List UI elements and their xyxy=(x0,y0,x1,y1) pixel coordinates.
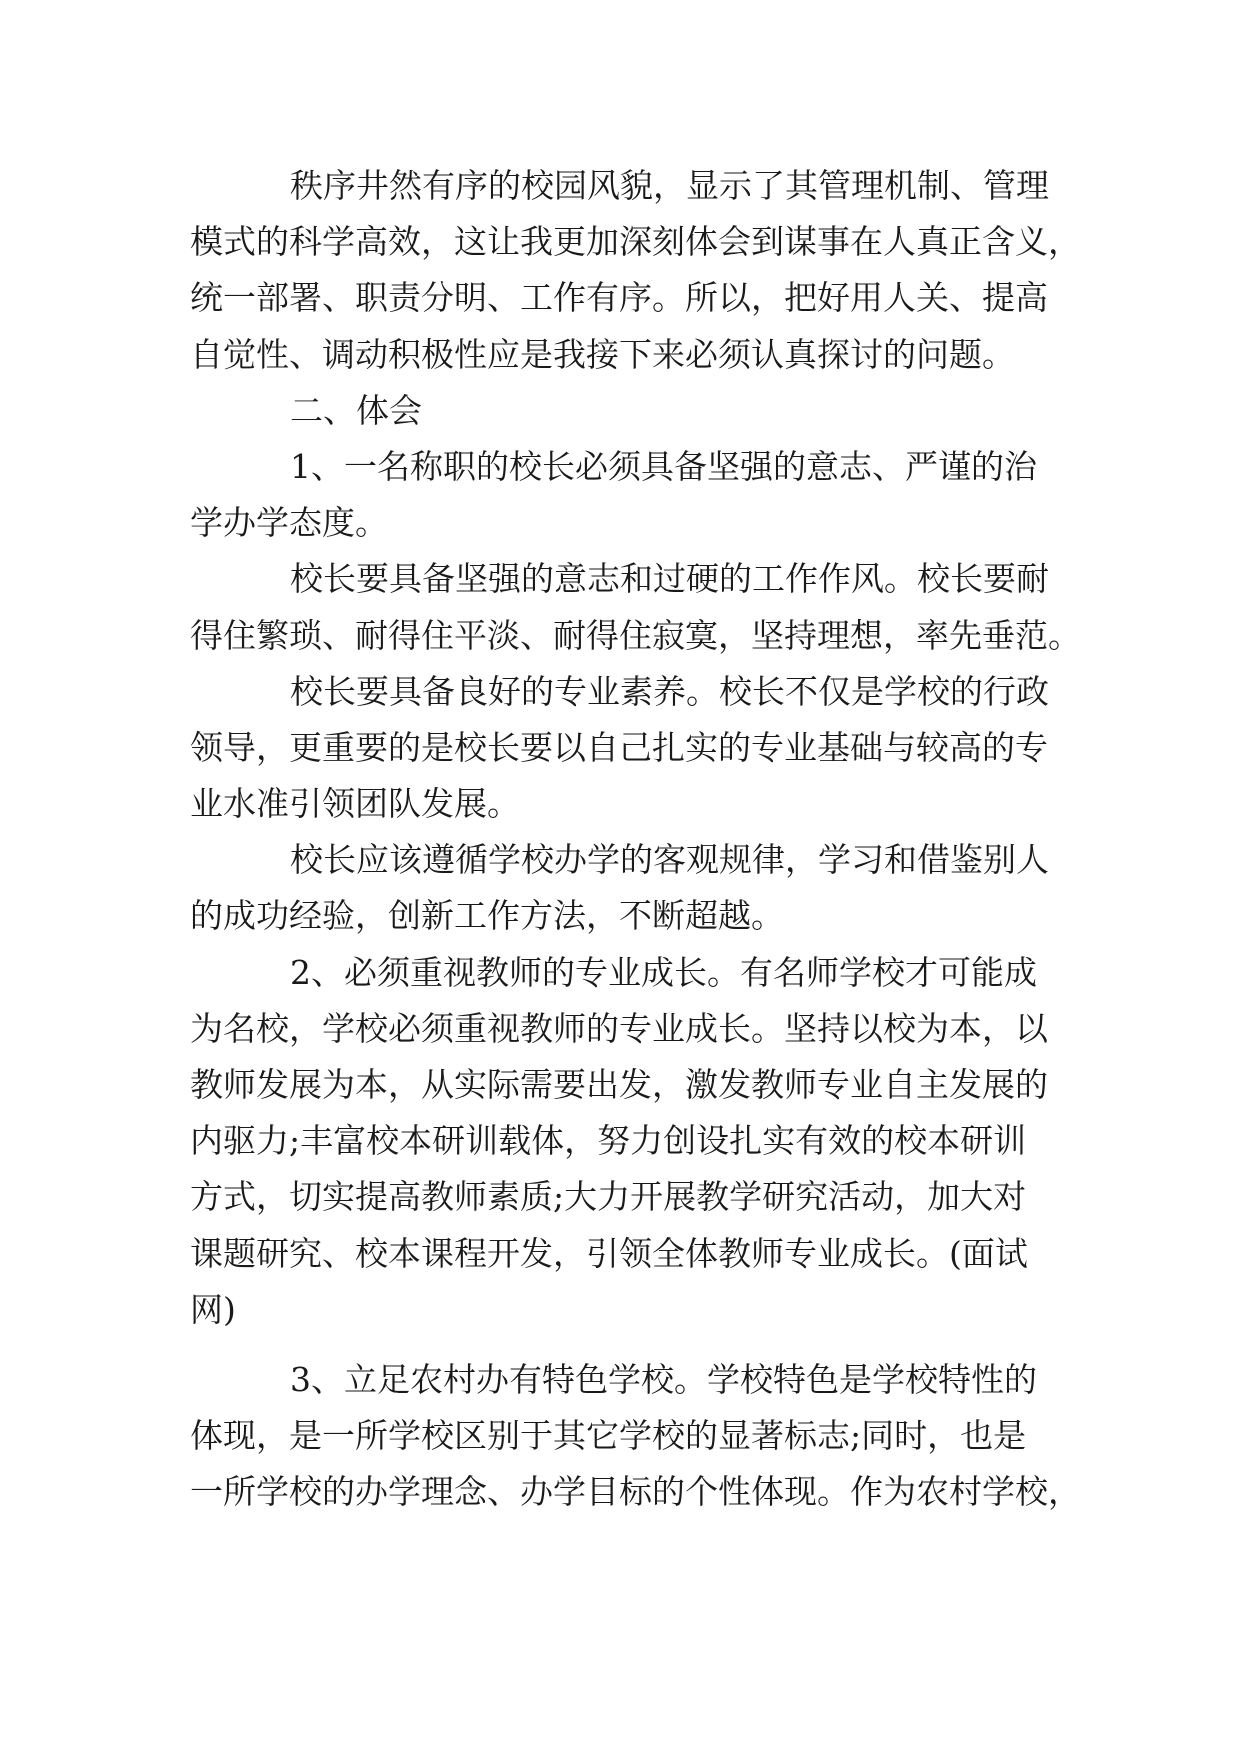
text-line: 课题研究、校本课程开发，引领全体教师专业成长。(面试 xyxy=(190,1233,1028,1273)
heading-line: 二、体会 xyxy=(290,390,422,430)
paragraph-professional-quality xyxy=(190,664,1050,833)
text-line: 网) xyxy=(190,1289,236,1329)
text-line: 学办学态度。 xyxy=(190,503,388,543)
text-line: 自觉性、调动积极性应是我接下来必须认真探讨的问题。 xyxy=(190,334,1015,374)
text-line: 方式，切实提高教师素质;大力开展教学研究活动，加大对 xyxy=(190,1177,1027,1217)
text-line: 一所学校的办学理念、办学目标的个性体现。作为农村学校， xyxy=(190,1472,1081,1512)
text-line: 的成功经验，创新工作方法，不断超越。 xyxy=(190,896,784,936)
text-line: 校长要具备良好的专业素养。校长不仅是学校的行政 xyxy=(290,671,1049,711)
text-line: 校长要具备坚强的意志和过硬的工作作风。校长要耐 xyxy=(290,559,1049,599)
paragraph-strong-will xyxy=(190,551,1081,663)
paragraph-spacer xyxy=(190,1338,1050,1352)
text-line: 3、立足农村办有特色学校。学校特色是学校特性的 xyxy=(290,1359,1037,1399)
text-line: 为名校，学校必须重视教师的专业成长。坚持以校为本，以 xyxy=(190,1008,1048,1048)
paragraph-objective-laws xyxy=(190,832,1050,944)
text-line: 领导，更重要的是校长要以自己扎实的专业基础与较高的专 xyxy=(190,727,1048,767)
text-line: 得住繁琐、耐得住平淡、耐得住寂寞，坚持理想，率先垂范。 xyxy=(190,615,1081,655)
text-line: 2、必须重视教师的专业成长。有名师学校才可能成 xyxy=(290,952,1037,992)
section-heading-insights xyxy=(190,383,1050,439)
paragraph-point-1 xyxy=(190,439,1050,551)
text-line: 业水准引领团队发展。 xyxy=(190,784,520,824)
text-line: 统一部署、职责分明、工作有序。所以，把好用人关、提高 xyxy=(190,278,1048,318)
text-line: 模式的科学高效，这让我更加深刻体会到谋事在人真正含义， xyxy=(190,222,1081,262)
text-line: 体现，是一所学校区别于其它学校的显著标志;同时，也是 xyxy=(190,1416,1027,1456)
text-line: 内驱力;丰富校本研训载体，努力创设扎实有效的校本研训 xyxy=(190,1121,1027,1161)
text-line: 秩序井然有序的校园风貌，显示了其管理机制、管理 xyxy=(290,166,1049,205)
text-line: 1、一名称职的校长必须具备坚强的意志、严谨的治 xyxy=(290,446,1037,486)
paragraph-point-2 xyxy=(190,945,1050,1338)
text-line: 校长应该遵循学校办学的客观规律，学习和借鉴别人 xyxy=(290,840,1049,880)
paragraph-campus-order xyxy=(190,158,1081,383)
text-line: 教师发展为本，从实际需要出发，激发教师专业自主发展的 xyxy=(190,1065,1048,1104)
document-body xyxy=(190,158,1081,1521)
paragraph-point-3 xyxy=(190,1352,1081,1521)
